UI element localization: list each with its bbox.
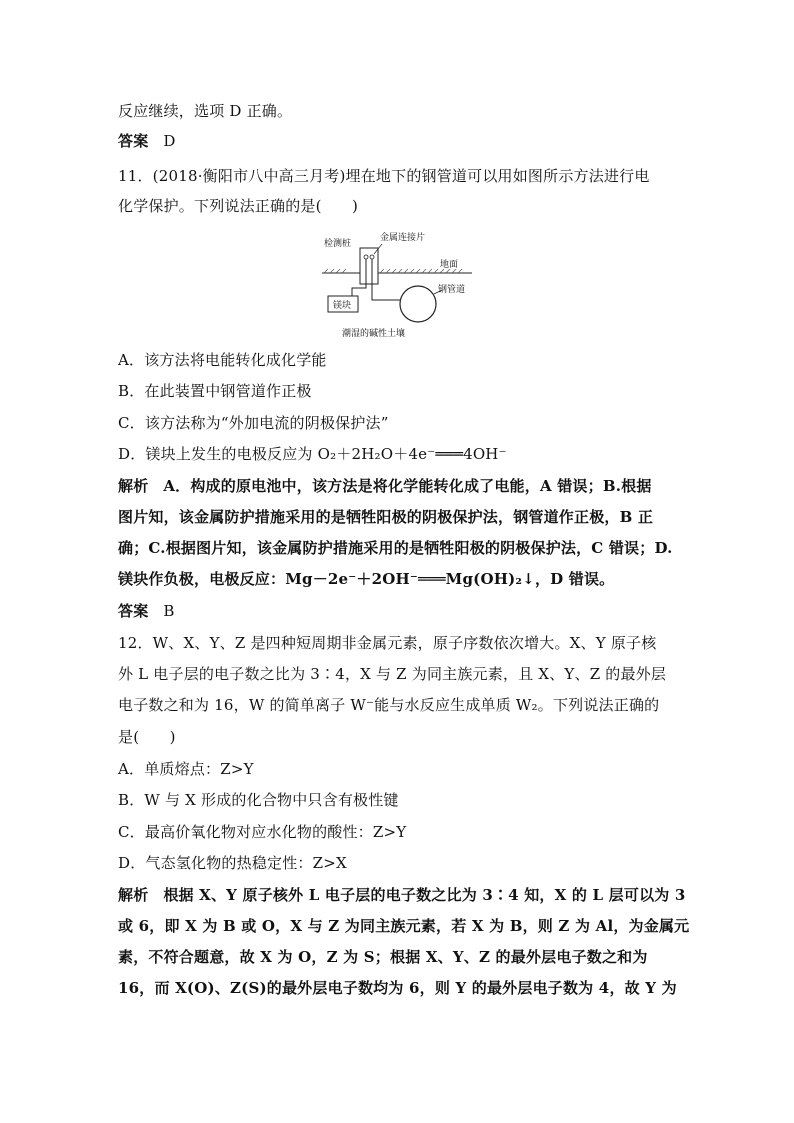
question-12-text: 电子数之和为 16，W 的简单离子 W⁻能与水反应生成单质 W₂。下列说法正确的 [118, 696, 660, 714]
option-text: A．该方法将电能转化成化学能 [118, 351, 327, 369]
question-12-stem-3 [118, 694, 678, 716]
analysis-text: 镁块作负极，电极反应：Mg－2e⁻＋2OH⁻═══Mg(OH)₂↓，D 错误。 [118, 570, 615, 588]
question-12-stem-2 [118, 663, 678, 685]
question-12-option-a [118, 758, 678, 780]
analysis-text: 素，不符合题意，故 X 为 O，Z 为 S；根据 X、Y、Z 的最外层电子数之和为 [118, 948, 648, 966]
question-11-option-d [118, 443, 678, 465]
option-text: D．气态氢化物的热稳定性：Z>X [118, 854, 347, 872]
question-12-analysis-3 [118, 946, 678, 968]
question-11-stem-2 [118, 195, 678, 217]
question-12-stem-4 [118, 726, 678, 748]
question-11-stem-1 [118, 165, 678, 187]
question-12-option-c [118, 821, 678, 843]
label-pipe: 钢管道 [438, 285, 466, 295]
analysis-label: 解析 [118, 477, 149, 495]
option-text: A．单质熔点：Z>Y [118, 760, 254, 778]
analysis-text: 或 6，即 X 为 B 或 O，X 与 Z 为同主族元素，若 X 为 B，则 Z 为 Al，为金属元 [118, 917, 690, 935]
analysis-label: 解析 [118, 886, 149, 904]
label-soil: 潮湿的碱性土壤 [342, 329, 406, 339]
analysis-text: 图片知，该金属防护措施采用的是牺牲阳极的阴极保护法，钢管道作正极，B 正 [118, 508, 654, 526]
option-text: B．在此装置中钢管道作正极 [118, 382, 312, 400]
question-11-text: 化学保护。下列说法正确的是( ) [118, 197, 359, 215]
question-11-analysis-1 [118, 475, 678, 497]
question-11-analysis-3 [118, 537, 678, 559]
analysis-text: 根据 X、Y 原子核外 L 电子层的电子数之比为 3∶4 知，X 的 L 层可以为 3 [163, 886, 686, 904]
question-11-option-a [118, 349, 678, 371]
question-12-text: 12．W、X、Y、Z 是四种短周期非金属元素，原子序数依次增大。X、Y 原子核 [118, 634, 657, 652]
cathodic-protection-diagram [322, 228, 474, 346]
question-11-analysis-2 [118, 506, 678, 528]
analysis-text: 确；C.根据图片知，该金属防护措施采用的是牺牲阳极的阴极保护法，C 错误；D. [118, 539, 673, 557]
text-line [118, 100, 678, 122]
question-11-analysis-4 [118, 568, 678, 590]
answer-value: D [163, 132, 176, 150]
question-12-text: 外 L 电子层的电子数之比为 3∶4，X 与 Z 为同主族元素，且 X、Y、Z 的最外层 [118, 665, 667, 683]
question-12-analysis-1 [118, 884, 686, 906]
option-text: C．该方法称为“外加电流的阴极保护法” [118, 414, 389, 432]
prev-answer-tail: 反应继续，选项 D 正确。 [118, 102, 293, 120]
answer-value: B [163, 602, 175, 620]
question-12-analysis-2 [118, 915, 690, 937]
label-ground: 地面 [440, 260, 459, 270]
question-12-option-b [118, 789, 678, 811]
question-11-text: 11．(2018·衡阳市八中高三月考)埋在地下的钢管道可以用如图所示方法进行电 [118, 167, 650, 185]
question-12-stem-1 [118, 632, 678, 654]
answer-line-11 [118, 600, 678, 622]
option-text: B．W 与 X 形成的化合物中只含有极性键 [118, 791, 399, 809]
question-12-option-d [118, 852, 678, 874]
label-test-post: 检测桩 [324, 239, 352, 249]
analysis-text: A．构成的原电池中，该方法是将化学能转化成了电能，A 错误；B.根据 [163, 477, 652, 495]
answer-label: 答案 [118, 132, 149, 150]
answer-label: 答案 [118, 602, 149, 620]
option-text: C．最高价氧化物对应水化物的酸性：Z>Y [118, 823, 407, 841]
answer-line-10 [118, 130, 678, 152]
question-12-analysis-4 [118, 977, 678, 999]
question-11-option-b [118, 380, 678, 402]
label-mg-block: 镁块 [333, 301, 352, 311]
label-metal-piece: 金属连接片 [380, 233, 426, 243]
question-12-text: 是( ) [118, 728, 176, 746]
question-11-option-c [118, 412, 678, 434]
analysis-text: 16，而 X(O)、Z(S)的最外层电子数均为 6，则 Y 的最外层电子数为 4，故 Y 为 [118, 979, 677, 997]
option-text: D．镁块上发生的电极反应为 O₂＋2H₂O＋4e⁻═══4OH⁻ [118, 445, 507, 463]
